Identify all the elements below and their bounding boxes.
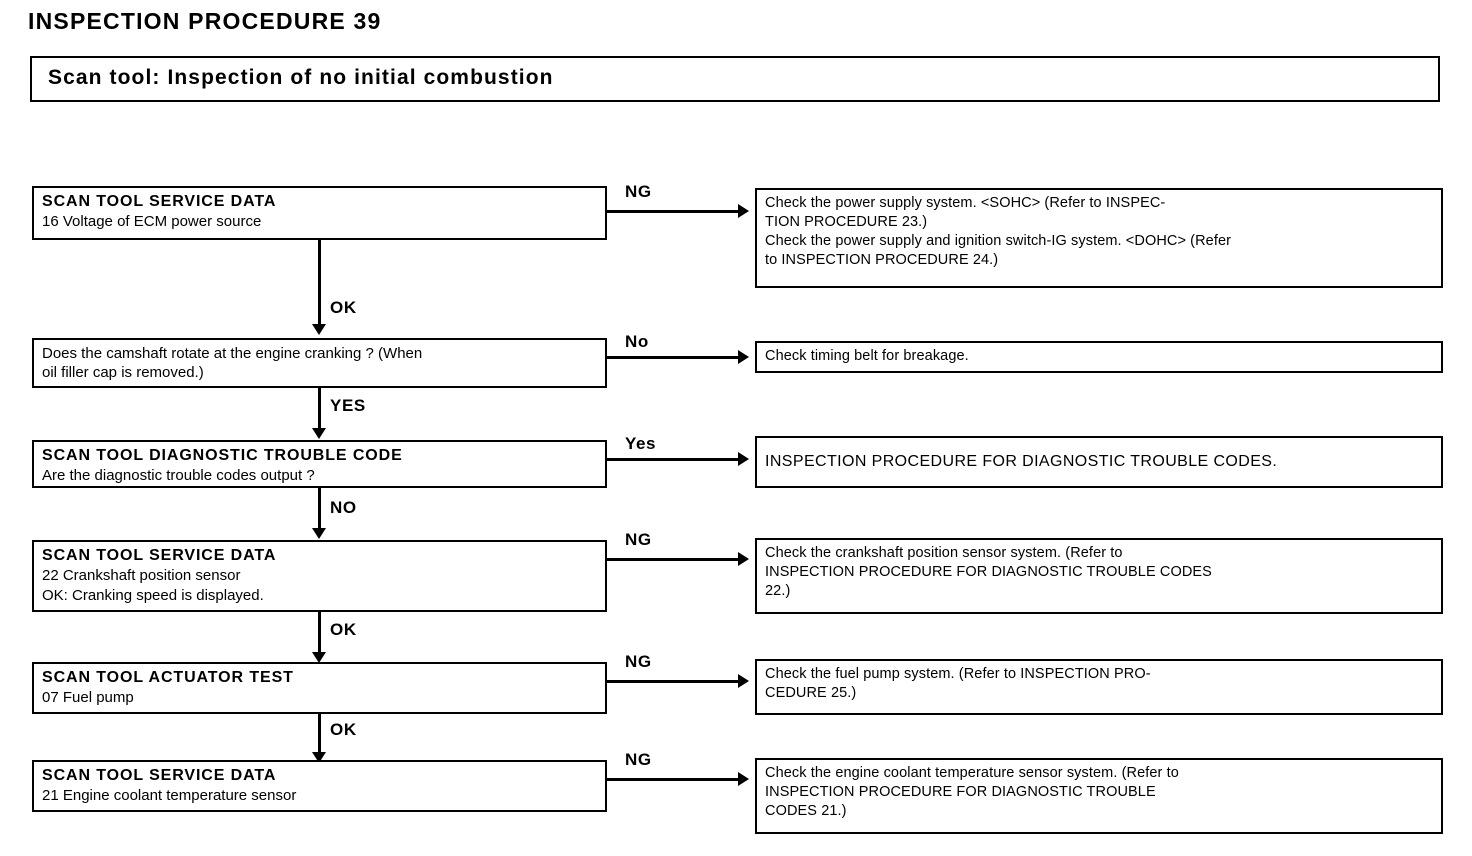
flow-node-n6-line-1: SCAN TOOL SERVICE DATA	[42, 767, 277, 784]
arrow-n3-to-r3	[738, 452, 749, 466]
arrow-n5-to-r5	[738, 674, 749, 688]
result-box-r5	[755, 659, 1443, 715]
flow-node-n4	[32, 540, 607, 612]
flow-node-n4-line-1: SCAN TOOL SERVICE DATA	[42, 547, 277, 564]
result-box-r6	[755, 758, 1443, 834]
result-box-r2	[755, 341, 1443, 373]
result-box-r5-line-2: CEDURE 25.)	[765, 684, 857, 701]
edge-n5-to-r5	[607, 680, 742, 683]
result-box-r6-line-1: Check the engine coolant temperature sensor system. (Refer to	[765, 765, 1179, 781]
edge-label-down2: YES	[330, 396, 366, 415]
flow-node-n5-line-1: SCAN TOOL ACTUATOR TEST	[42, 669, 294, 686]
result-box-r1-line-1: Check the power supply system. <SOHC> (Refer to INSPEC-	[765, 195, 1166, 211]
flow-node-n2-line-1: Does the camshaft rotate at the engine cranking ? (When	[42, 345, 423, 362]
arrow-n1-to-r1	[738, 204, 749, 218]
result-box-r4-line-1: Check the crankshaft position sensor system. (Refer to	[765, 545, 1123, 561]
flow-node-n1-line-1: SCAN TOOL SERVICE DATA	[42, 193, 277, 210]
result-box-r1	[755, 188, 1443, 288]
edge-label-down4: OK	[330, 620, 357, 639]
flow-node-n4-line-3: OK: Cranking speed is displayed.	[42, 586, 264, 604]
result-box-r3-line-1: INSPECTION PROCEDURE FOR DIAGNOSTIC TROUBLE CODES.	[765, 452, 1278, 470]
edge-label-branch4: NG	[625, 530, 652, 549]
edge-n5-to-n6	[318, 714, 321, 754]
flow-node-n4-line-2: 22 Crankshaft position sensor	[42, 567, 241, 585]
flow-node-n5	[32, 662, 607, 714]
flow-node-n6	[32, 760, 607, 812]
edge-n1-to-n2	[318, 240, 321, 326]
flow-node-n1	[32, 186, 607, 240]
arrow-n3-to-n4	[312, 528, 326, 539]
edge-label-down3: NO	[330, 498, 357, 517]
edge-label-down1: OK	[330, 298, 357, 317]
edge-n4-to-n5	[318, 612, 321, 654]
result-box-r6-line-3: CODES 21.)	[765, 802, 847, 819]
arrow-n6-to-r6	[738, 772, 749, 786]
flow-node-n2-line-2: oil filler cap is removed.)	[42, 364, 204, 382]
arrow-n2-to-n3	[312, 428, 326, 439]
flow-node-n5-line-2: 07 Fuel pump	[42, 689, 134, 707]
result-box-r1-line-3: Check the power supply and ignition switch-IG system. <DOHC> (Refer	[765, 232, 1232, 249]
arrow-n2-to-r2	[738, 350, 749, 364]
flow-node-n3-line-1: SCAN TOOL DIAGNOSTIC TROUBLE CODE	[42, 447, 403, 464]
subtitle-box	[30, 56, 1440, 102]
edge-label-branch1: NG	[625, 182, 652, 201]
arrow-n4-to-r4	[738, 552, 749, 566]
edge-label-branch3: Yes	[625, 434, 657, 453]
flow-node-n1-line-2: 16 Voltage of ECM power source	[42, 213, 262, 231]
edge-n2-to-r2	[607, 356, 742, 359]
edge-n1-to-r1	[607, 210, 742, 213]
result-box-r4-line-3: 22.)	[765, 582, 791, 599]
result-box-r6-line-2: INSPECTION PROCEDURE FOR DIAGNOSTIC TROUBLE	[765, 783, 1156, 800]
edge-n6-to-r6	[607, 778, 742, 781]
flow-node-n3	[32, 440, 607, 488]
edge-n3-to-r3	[607, 458, 742, 461]
flow-node-n6-line-2: 21 Engine coolant temperature sensor	[42, 787, 297, 805]
page-title: INSPECTION PROCEDURE 39	[28, 8, 382, 34]
result-box-r3	[755, 436, 1443, 488]
result-box-r1-line-4: to INSPECTION PROCEDURE 24.)	[765, 251, 999, 268]
result-box-r4	[755, 538, 1443, 614]
edge-n4-to-r4	[607, 558, 742, 561]
result-box-r5-line-1: Check the fuel pump system. (Refer to INSPECTION PRO-	[765, 666, 1151, 682]
edge-label-branch6: NG	[625, 750, 652, 769]
edge-label-down5: OK	[330, 720, 357, 739]
result-box-r4-line-2: INSPECTION PROCEDURE FOR DIAGNOSTIC TROUBLE CODES	[765, 563, 1212, 580]
edge-n3-to-n4	[318, 488, 321, 530]
subtitle-text: Scan tool: Inspection of no initial combustion	[48, 66, 554, 89]
edge-n2-to-n3	[318, 388, 321, 430]
arrow-n1-to-n2	[312, 324, 326, 335]
result-box-r2-line-1: Check timing belt for breakage.	[765, 348, 969, 364]
result-box-r1-line-2: TION PROCEDURE 23.)	[765, 213, 928, 230]
edge-label-branch5: NG	[625, 652, 652, 671]
flow-node-n2	[32, 338, 607, 388]
edge-label-branch2: No	[625, 332, 649, 351]
flow-node-n3-line-2: Are the diagnostic trouble codes output ?	[42, 467, 315, 485]
